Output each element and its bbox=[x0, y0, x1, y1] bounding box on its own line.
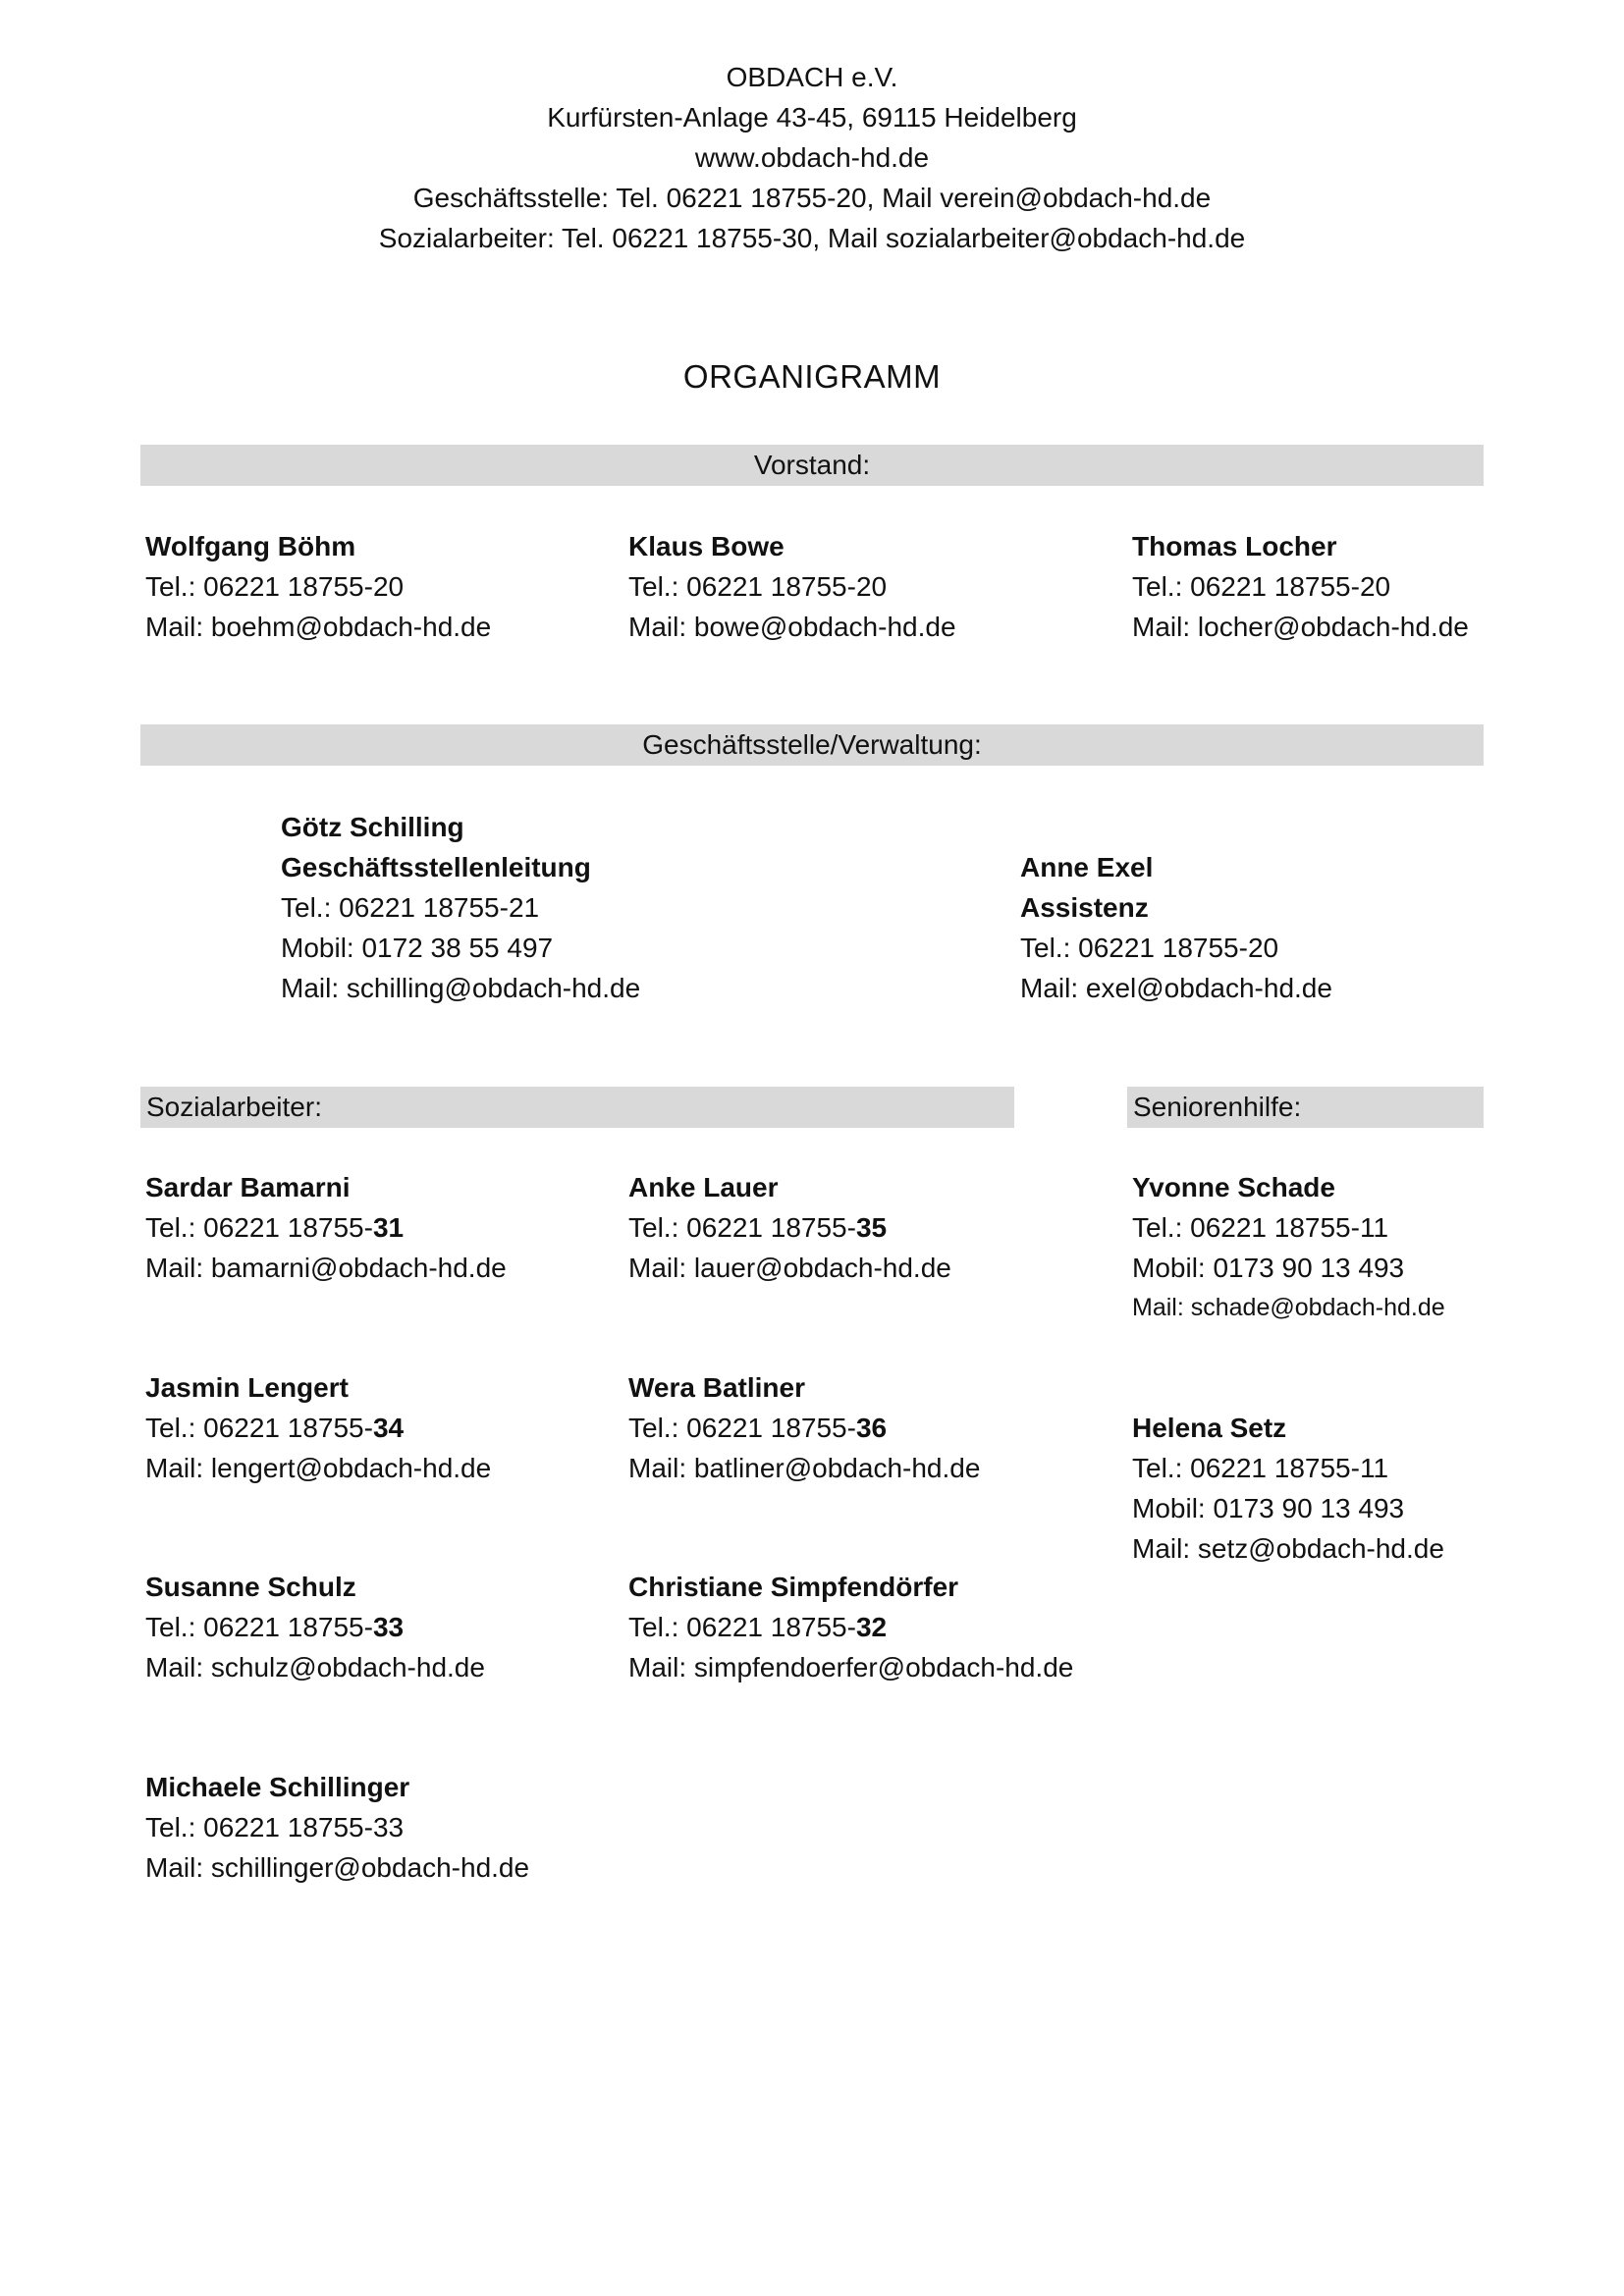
section-bar-seniorenhilfe bbox=[1127, 1087, 1484, 1128]
tel-prefix: Tel.: 06221 18755- bbox=[145, 1212, 373, 1243]
section-label-sozialarbeiter: Sozialarbeiter: bbox=[146, 1092, 322, 1122]
section-bar-verwaltung bbox=[140, 724, 1484, 766]
tel-prefix: Tel.: 06221 18755- bbox=[145, 1413, 373, 1443]
person-mail[interactable]: Mail: schade@obdach-hd.de bbox=[1132, 1294, 1445, 1321]
person-card bbox=[145, 1367, 491, 1488]
person-card bbox=[145, 1767, 529, 1888]
org-name: OBDACH e.V. bbox=[726, 62, 898, 92]
person-name: Wolfgang Böhm bbox=[145, 531, 356, 561]
person-mail[interactable]: Mail: simpfendoerfer@obdach-hd.de bbox=[628, 1652, 1074, 1682]
person-mobil: Mobil: 0173 90 13 493 bbox=[1132, 1253, 1405, 1283]
section-label-verwaltung: Geschäftsstelle/Verwaltung: bbox=[642, 729, 982, 760]
person-tel bbox=[145, 1408, 491, 1448]
person-mobil: Mobil: 0173 90 13 493 bbox=[1132, 1493, 1405, 1523]
person-name: Wera Batliner bbox=[628, 1372, 805, 1403]
person-name: Michaele Schillinger bbox=[145, 1772, 410, 1802]
person-tel: Tel.: 06221 18755-20 bbox=[1132, 571, 1391, 602]
person-tel: Tel.: 06221 18755-33 bbox=[145, 1812, 405, 1842]
person-name: Sardar Bamarni bbox=[145, 1172, 351, 1202]
person-mail[interactable]: Mail: schulz@obdach-hd.de bbox=[145, 1652, 485, 1682]
tel-prefix: Tel.: 06221 18755- bbox=[628, 1413, 856, 1443]
tel-extension: 33 bbox=[372, 1612, 405, 1642]
person-name: Anke Lauer bbox=[628, 1172, 779, 1202]
person-card bbox=[145, 1167, 507, 1288]
person-card bbox=[628, 1567, 1073, 1687]
person-role: Assistenz bbox=[1020, 892, 1149, 923]
person-mail[interactable]: Mail: bamarni@obdach-hd.de bbox=[145, 1253, 507, 1283]
person-mobil: Mobil: 0172 38 55 497 bbox=[281, 933, 554, 963]
person-mail[interactable]: Mail: boehm@obdach-hd.de bbox=[145, 612, 492, 642]
section-bar-sozialarbeiter bbox=[140, 1087, 1014, 1128]
social-worker-contact: Sozialarbeiter: Tel. 06221 18755-30, Mail sozialarbeiter@obdach-hd.de bbox=[378, 223, 1246, 253]
person-mail[interactable]: Mail: lauer@obdach-hd.de bbox=[628, 1253, 951, 1283]
org-address: Kurfürsten-Anlage 43-45, 69115 Heidelberg bbox=[547, 102, 1077, 133]
tel-extension: 35 bbox=[855, 1212, 888, 1243]
person-tel: Tel.: 06221 18755-20 bbox=[145, 571, 405, 602]
tel-prefix: Tel.: 06221 18755- bbox=[628, 1212, 856, 1243]
tel-extension: 36 bbox=[855, 1413, 888, 1443]
person-mail[interactable]: Mail: lengert@obdach-hd.de bbox=[145, 1453, 492, 1483]
person-mail[interactable]: Mail: schilling@obdach-hd.de bbox=[281, 973, 641, 1003]
tel-prefix: Tel.: 06221 18755- bbox=[145, 1612, 373, 1642]
person-tel: Tel.: 06221 18755-11 bbox=[1132, 1212, 1389, 1243]
person-name: Susanne Schulz bbox=[145, 1572, 356, 1602]
person-tel bbox=[628, 1408, 980, 1448]
office-contact: Geschäftsstelle: Tel. 06221 18755-20, Mail verein@obdach-hd.de bbox=[412, 183, 1212, 213]
person-card bbox=[281, 807, 640, 1008]
person-name: Yvonne Schade bbox=[1132, 1172, 1335, 1202]
person-name: Anne Exel bbox=[1020, 852, 1154, 882]
tel-extension: 32 bbox=[855, 1612, 888, 1642]
person-card bbox=[1132, 526, 1469, 647]
tel-extension: 34 bbox=[372, 1413, 405, 1443]
person-tel: Tel.: 06221 18755-11 bbox=[1132, 1453, 1389, 1483]
person-mail[interactable]: Mail: bowe@obdach-hd.de bbox=[628, 612, 956, 642]
person-tel bbox=[145, 1607, 485, 1647]
person-name: Götz Schilling bbox=[281, 812, 464, 842]
section-label-vorstand: Vorstand: bbox=[753, 450, 871, 480]
person-name: Jasmin Lengert bbox=[145, 1372, 349, 1403]
person-name: Thomas Locher bbox=[1132, 531, 1337, 561]
page-title: ORGANIGRAMM bbox=[682, 358, 942, 395]
person-tel: Tel.: 06221 18755-20 bbox=[628, 571, 888, 602]
tel-prefix: Tel.: 06221 18755- bbox=[628, 1612, 856, 1642]
person-mail[interactable]: Mail: locher@obdach-hd.de bbox=[1132, 612, 1469, 642]
person-name: Christiane Simpfendörfer bbox=[628, 1572, 959, 1602]
person-mail[interactable]: Mail: setz@obdach-hd.de bbox=[1132, 1533, 1444, 1564]
person-tel bbox=[145, 1207, 507, 1248]
person-card bbox=[1020, 847, 1332, 1008]
person-tel bbox=[628, 1607, 1073, 1647]
person-card bbox=[145, 526, 491, 647]
person-card bbox=[145, 1567, 485, 1687]
org-website[interactable]: www.obdach-hd.de bbox=[694, 142, 930, 173]
person-name: Helena Setz bbox=[1132, 1413, 1287, 1443]
person-role: Geschäftsstellenleitung bbox=[281, 852, 591, 882]
person-tel: Tel.: 06221 18755-21 bbox=[281, 892, 540, 923]
person-mail[interactable]: Mail: exel@obdach-hd.de bbox=[1020, 973, 1332, 1003]
person-card bbox=[1132, 1167, 1445, 1328]
person-card bbox=[628, 1167, 951, 1288]
person-tel bbox=[628, 1207, 951, 1248]
section-label-seniorenhilfe: Seniorenhilfe: bbox=[1133, 1092, 1302, 1122]
section-bar-vorstand bbox=[140, 445, 1484, 486]
person-card bbox=[1132, 1408, 1444, 1569]
person-card bbox=[628, 526, 956, 647]
person-name: Klaus Bowe bbox=[628, 531, 785, 561]
tel-extension: 31 bbox=[372, 1212, 405, 1243]
person-card bbox=[628, 1367, 980, 1488]
person-mail[interactable]: Mail: schillinger@obdach-hd.de bbox=[145, 1852, 530, 1883]
person-mail[interactable]: Mail: batliner@obdach-hd.de bbox=[628, 1453, 981, 1483]
person-tel: Tel.: 06221 18755-20 bbox=[1020, 933, 1279, 963]
